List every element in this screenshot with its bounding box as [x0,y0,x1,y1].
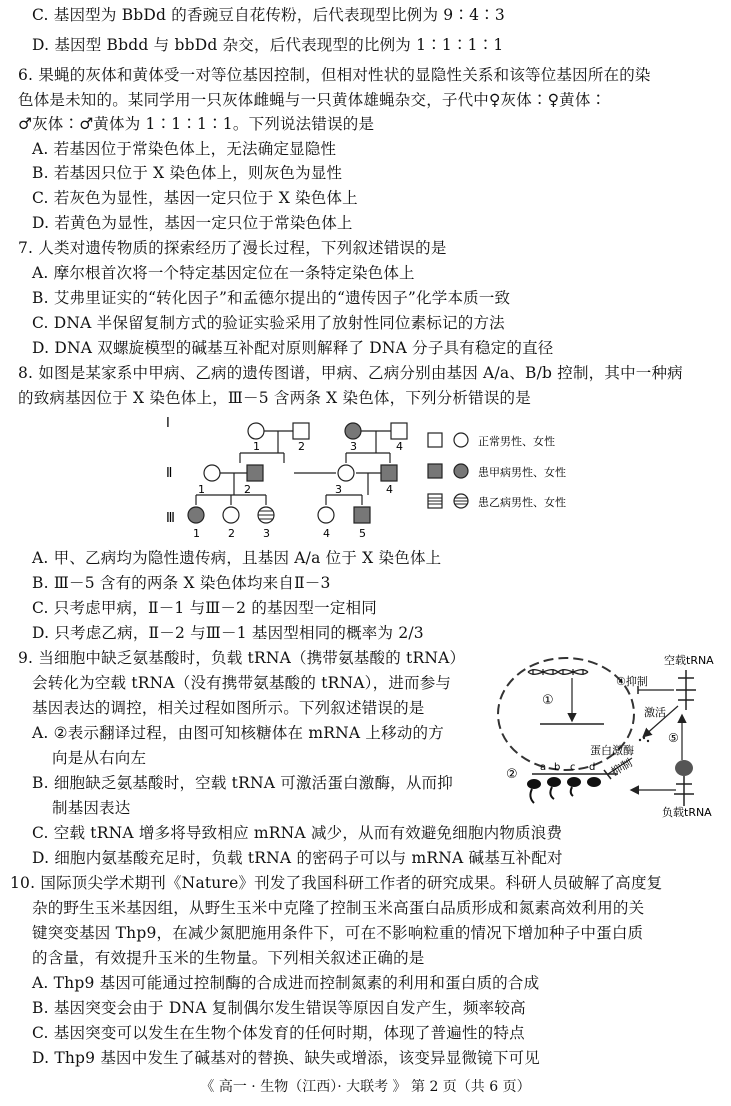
gen1-num-2: 2 [298,440,305,453]
gen3-num-1: 1 [193,527,200,540]
ribosome-a: a [540,762,547,773]
gen3-num-2: 2 [228,527,235,540]
gen2-num-2: 2 [244,483,251,496]
amino-acid-icon [675,760,693,776]
q9-option-b-line2: 制基因表达 [52,799,131,817]
empty-trna-icon [676,670,696,710]
ribosome-icons [527,777,601,803]
activate-label: 激活 [644,706,666,719]
gen3-female-disease-a-1 [188,507,204,523]
q6-option-c: C. 若灰色为显性，基因一定只位于 X 染色体上 [32,189,358,207]
q10-stem-line4: 的含量，有效提升玉米的生物量。下列相关叙述正确的是 [32,949,425,967]
legend-male-disease-b [428,494,442,508]
gen3-female-disease-b-3 [258,507,274,523]
ribosome-d: d [589,762,596,773]
inhibit-4-label: ④抑制 [616,675,648,688]
q7-stem: 7. 人类对遗传物质的探索经历了漫长过程，下列叙述错误的是 [18,239,447,257]
ribosome-c: c [570,762,576,773]
q6-option-b: B. 若基因只位于 X 染色体上，则灰色为显性 [32,164,343,182]
legend-normal-label: 正常男性、女性 [478,435,555,448]
kinase-dots [639,737,649,742]
q9-option-b-line1: B. 细胞缺乏氨基酸时，空载 tRNA 可激活蛋白激酶，从而抑 [32,774,453,792]
q6-stem-line2: 色体是未知的。某同学用一只灰体雌蝇与一只黄体雄蝇杂交，子代中♀灰体∶♀黄体∶ [18,91,607,109]
q10-option-b: B. 基因突变会由于 DNA 复制偶尔发生错误等原因自发产生，频率较高 [32,999,526,1017]
gen1-male-normal-4 [391,423,407,439]
q10-option-d: D. Thp9 基因中发生了碱基对的替换、缺失或增添，该变异显微镜下可见 [32,1049,540,1067]
gen3-female-normal-4 [318,507,334,523]
gen1-num-3: 3 [350,440,357,453]
inhibit-label: 抑制 [609,756,635,779]
q9-option-d: D. 细胞内氨基酸充足时，负载 tRNA 的密码子可以与 mRNA 碱基互补配对 [32,849,563,867]
q8-option-a: A. 甲、乙病均为隐性遗传病，且基因 A/a 位于 X 染色体上 [32,549,442,567]
protein-kinase-label: 蛋白激酶 [590,744,634,757]
q9-stem-line3: 基因表达的调控，相关过程如图所示。下列叙述错误的是 [32,699,425,717]
q8-option-c: C. 只考虑甲病，Ⅱ－1 与Ⅲ－2 的基因型一定相同 [32,599,377,617]
gen3-num-5: 5 [359,527,366,540]
q5-option-c: C. 基因型为 BbDd 的香豌豆自花传粉，后代表现型比例为 9∶4∶3 [32,6,505,24]
pedigree-chart [160,405,590,545]
q6-option-d: D. 若黄色为显性，基因一定只位于常染色体上 [32,214,353,232]
q10-stem-line3: 键突变基因 Thp9，在减少氮肥施用条件下，可在不影响粒重的情况下增加种子中蛋白质 [32,924,644,942]
q10-option-c: C. 基因突变可以发生在生物个体发育的任何时期，体现了普遍性的特点 [32,1024,525,1042]
gen-label-2: Ⅱ [166,466,173,481]
gen3-num-3: 3 [263,527,270,540]
q9-option-a-line1: A. ②表示翻译过程，由图可知核糖体在 mRNA 上移动的方 [32,724,444,742]
legend-female-normal [454,433,468,447]
q7-option-a: A. 摩尔根首次将一个特定基因定位在一条特定染色体上 [32,264,415,282]
q10-stem-line2: 杂的野生玉米基因组，从野生玉米中克隆了控制玉米高蛋白品质形成和氮素高效利用的关 [32,899,645,917]
q8-stem-line2: 的致病基因位于 X 染色体上，Ⅲ－5 含两条 X 染色体，下列分析错误的是 [18,389,531,407]
q7-option-d: D. DNA 双螺旋模型的碱基互补配对原则解释了 DNA 分子具有稳定的直径 [32,339,554,357]
q6-option-a: A. 若基因位于常染色体上，无法确定显隐性 [32,140,337,158]
gen1-female-disease-a [345,423,361,439]
gen1-male-normal [293,423,309,439]
legend-female-disease-b [454,494,468,508]
gen1-num-4: 4 [396,440,403,453]
gen2-male-disease-a-4 [381,465,397,481]
gen3-num-4: 4 [323,527,330,540]
q10-option-a: A. Thp9 基因可能通过控制酶的合成进而控制氮素的利用和蛋白质的合成 [32,974,540,992]
gen3-male-disease-a-5 [354,507,370,523]
q8-option-d: D. 只考虑乙病，Ⅱ－2 与Ⅲ－1 基因型相同的概率为 2/3 [32,624,424,642]
step-2-label: ② [506,767,518,782]
q7-option-c: C. DNA 半保留复制方式的验证实验采用了放射性同位素标记的方法 [32,314,505,332]
loaded-trna-label: 负载tRNA [662,806,712,818]
q6-stem-line1: 6. 果蝇的灰体和黄体受一对等位基因控制，但相对性状的显隐性关系和该等位基因所在的染 [18,66,651,84]
step-5-label: ⑤ [668,731,679,745]
q8-stem-line1: 8. 如图是某家系中甲病、乙病的遗传图谱，甲病、乙病分别由基因 A/a、B/b 控制，其中一种病 [18,364,683,382]
gen2-num-4: 4 [386,483,393,496]
gen2-female-normal-3 [338,465,354,481]
q9-stem-line2: 会转化为空载 tRNA（没有携带氨基酸的 tRNA），进而参与 [32,674,452,692]
q7-option-b: B. 艾弗里证实的“转化因子”和孟德尔提出的“遗传因子”化学本质一致 [32,289,511,307]
gen2-female-normal-1 [204,465,220,481]
q9-option-c: C. 空载 tRNA 增多将导致相应 mRNA 减少，从而有效避免细胞内物质浪费 [32,824,563,842]
gen1-female-normal [248,423,264,439]
q9-option-a-line2: 向是从右向左 [52,749,147,767]
q8-option-b: B. Ⅲ－5 含有的两条 X 染色体均来自Ⅱ－3 [32,574,331,592]
legend-female-disease-a [454,464,468,478]
q6-stem-line3: ♂灰体∶♂黄体为 1∶1∶1∶1。下列说法错误的是 [18,115,375,133]
q5-option-d: D. 基因型 Bbdd 与 bbDd 杂交，后代表现型的比例为 1∶1∶1∶1 [32,36,504,54]
legend-disease-a-label: 患甲病男性、女性 [478,466,566,479]
legend-disease-b-label: 患乙病男性、女性 [478,496,566,509]
q10-stem-line1: 10. 国际顶尖学术期刊《Nature》刊发了我国科研工作者的研究成果。科研人员破解了高度复 [10,874,663,892]
gen2-num-1: 1 [198,483,205,496]
ribosome-b: b [554,762,561,773]
gen2-num-3: 3 [335,483,342,496]
gen1-num-1: 1 [253,440,260,453]
step-1-label: ① [542,693,554,708]
empty-trna-label: 空载tRNA [664,654,714,667]
legend-male-disease-a [428,464,442,478]
trna-regulation-diagram [492,650,724,818]
gen-label-3: Ⅲ [166,511,175,526]
dna-helix-icon [528,669,588,675]
gen3-female-normal-2 [223,507,239,523]
gen2-male-disease-a-2 [247,465,263,481]
legend-male-normal [428,433,442,447]
gen-label-1: Ⅰ [166,416,170,431]
q9-stem-line1: 9. 当细胞中缺乏氨基酸时，负载 tRNA（携带氨基酸的 tRNA） [18,649,466,667]
loaded-trna-icon [674,776,694,806]
page-footer: 《 高一 · 生物（江西）· 大联考 》 第 2 页（共 6 页） [200,1079,531,1095]
